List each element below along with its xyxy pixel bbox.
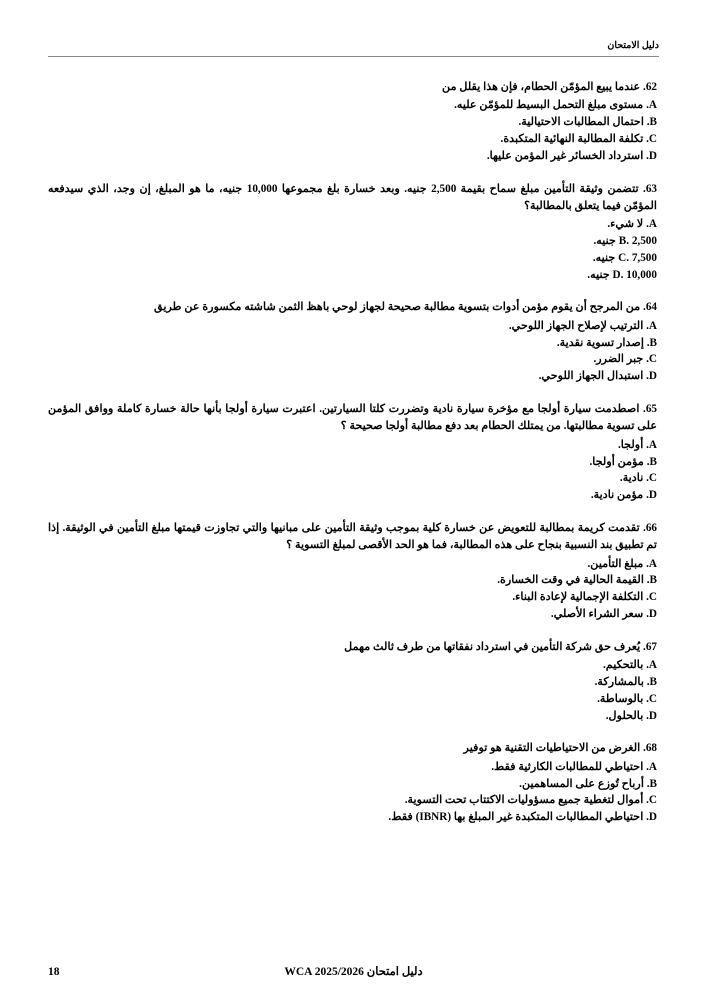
question-block — [48, 740, 659, 826]
choice-item: B. بالمشاركة. — [594, 675, 657, 688]
question-stem: 67. يُعرف حق شركة التأمين في استرداد نفقاتها من طرف ثالث مهمل — [344, 640, 657, 653]
choice-list — [48, 437, 659, 504]
question-block — [48, 401, 659, 504]
choice-list — [48, 97, 659, 164]
question-stem: 64. من المرجح أن يقوم مؤمن أدوات بتسوية مطالبة صحيحة لجهاز لوحي باهظ الثمن شاشته مكسورة عن طريق — [154, 301, 657, 314]
choice-item: D. استبدال الجهاز اللوحي. — [538, 370, 657, 383]
question-block — [48, 181, 659, 284]
question-stem: 68. الغرض من الاحتياطيات التقنية هو توفير — [463, 742, 657, 755]
choice-list — [48, 556, 659, 623]
choice-item: B. أرباح تُوزع على المساهمين. — [519, 777, 657, 790]
choice-item: C. التكلفة الإجمالية لإعادة البناء. — [512, 591, 657, 604]
choice-item: C. نادية. — [619, 472, 657, 485]
question-stem: 65. اصطدمت سيارة أولجا مع مؤخرة سيارة نادية وتضررت كلتا السيارتين. اعتبرت سيارة أولجا بأنها حالة خسارة كاملة ووافق المؤمن على تسوية مطالبتها. من يمتلك الحطام بعد دفع مطالبة أولجا صحيحة ؟ — [48, 403, 657, 433]
choice-item: C. أموال لتغطية جميع مسؤوليات الاكتتاب تحت التسوية. — [404, 794, 657, 807]
choice-item: A. الترتيب لإصلاح الجهاز اللوحي. — [508, 319, 657, 332]
footer-text: دليل امتحان WCA 2025/2026 — [284, 966, 423, 978]
choice-item: B. القيمة الحالية في وقت الخسارة. — [497, 574, 657, 587]
choice-item: B. إصدار تسوية نقدية. — [556, 336, 657, 349]
question-block — [48, 79, 659, 165]
choice-list — [48, 216, 659, 283]
choice-list — [48, 657, 659, 724]
choice-item: A. بالتحكيم. — [602, 659, 657, 672]
choice-item: D. 10,000 جنيه. — [587, 268, 657, 281]
choice-item: A. مستوى مبلغ التحمل البسيط للمؤمّن عليه. — [454, 99, 657, 112]
choice-item: D. مؤمن نادية. — [590, 489, 657, 502]
choice-item: A. مبلغ التأمين. — [587, 557, 657, 570]
question-block — [48, 520, 659, 623]
choice-item: C. بالوساطة. — [597, 692, 657, 705]
choice-item: A. أولجا. — [617, 438, 657, 451]
choice-list — [48, 318, 659, 385]
choice-item: C. تكلفة المطالبة النهائية المتكبدة. — [500, 132, 657, 145]
header-divider — [48, 56, 659, 57]
question-stem: 66. تقدمت كريمة بمطالبة للتعويض عن خسارة كلية بموجب وثيقة التأمين على مبانيها والتي تجاوزت قيمتها مبلغ التأمين في الوثيقة. إذا تم تطبيق بند النسبية بنجاح على هذه المطالبة، فما هو الحد الأقصى لمبلغ التسوية ؟ — [48, 521, 657, 552]
page-header — [48, 40, 659, 56]
choice-item: B. احتمال المطالبات الاحتيالية. — [518, 116, 657, 129]
question-block — [48, 299, 659, 385]
choice-item: D. سعر الشراء الأصلي. — [550, 608, 657, 621]
page-content-area — [48, 40, 659, 970]
page-number: 18 — [48, 966, 60, 978]
choice-list — [48, 759, 659, 826]
question-stem: 63. تتضمن وثيقة التأمين مبلغ سماح بقيمة 2,500 جنيه. وبعد خسارة بلغ مجموعها 10,000 جنيه، ما هو المبلغ، إن وجد، الذي سيدفعه المؤمّن فيما يتعلق بالمطالبة؟ — [48, 182, 657, 212]
choice-item: B. 2,500 جنيه. — [593, 235, 657, 248]
choice-item: C. جبر الضرر. — [593, 353, 657, 366]
page-footer — [48, 966, 659, 978]
choice-item: A. لا شيء. — [607, 218, 657, 231]
questions-list — [48, 79, 659, 826]
choice-item: D. بالحلول. — [605, 709, 657, 722]
question-stem: 62. عندما يبيع المؤمّن الحطام، فإن هذا يقلل من — [442, 81, 657, 93]
question-block — [48, 639, 659, 725]
choice-item: C. 7,500 جنيه. — [592, 251, 657, 264]
choice-item: B. مؤمن أولجا. — [589, 455, 657, 468]
choice-item: A. احتياطي للمطالبات الكارثية فقط. — [491, 760, 657, 773]
choice-item: D. استرداد الخسائر غير المؤمن عليها. — [486, 149, 657, 162]
header-title: دليل الامتحان — [607, 41, 659, 51]
choice-item: D. احتياطي المطالبات المتكبدة غير المبلغ بها (IBNR) فقط. — [388, 811, 657, 824]
